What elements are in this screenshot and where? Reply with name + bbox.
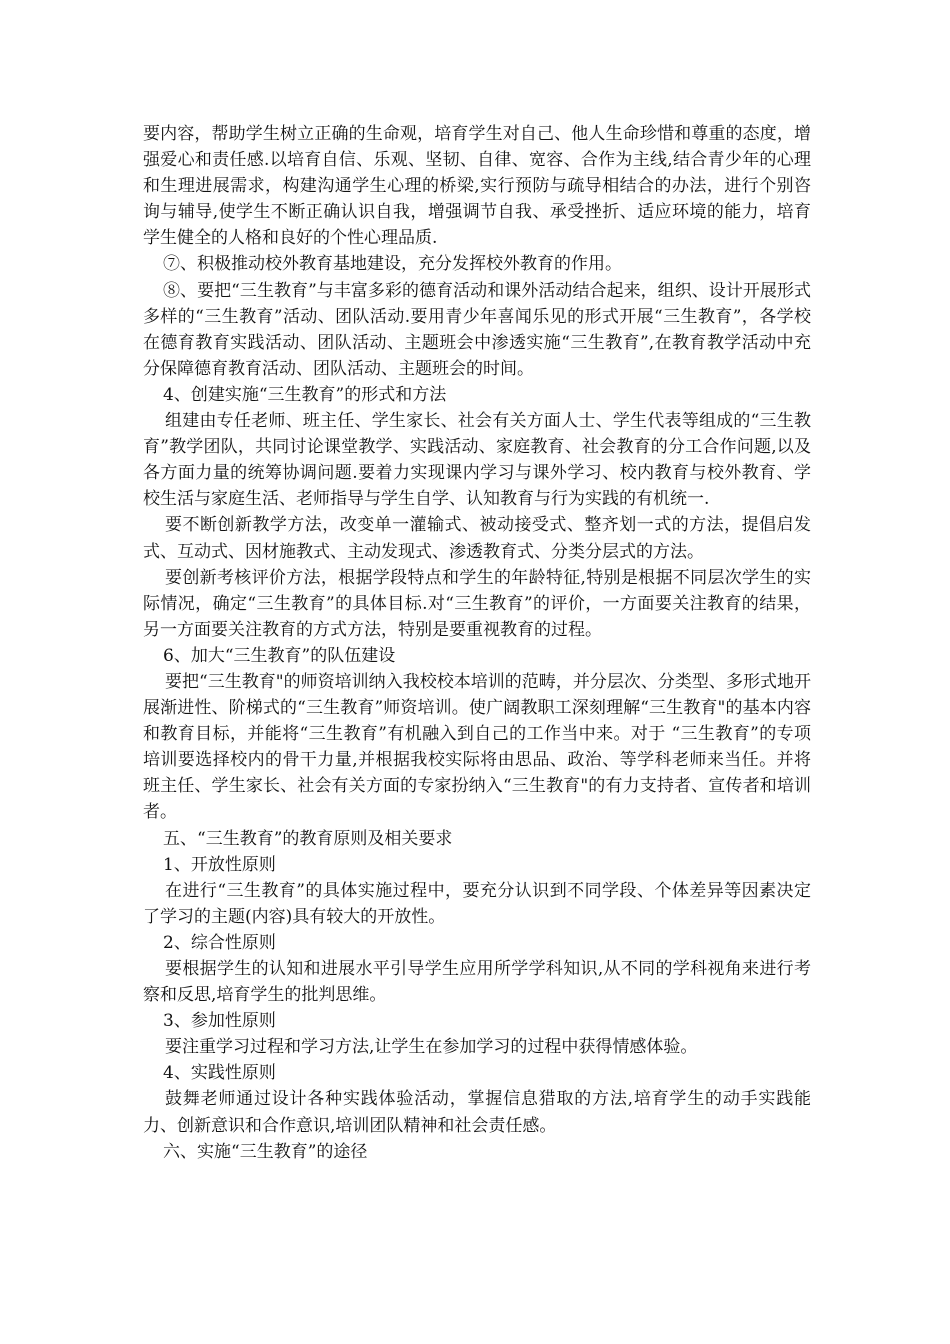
heading-5-principles: 五、“三生教育”的教育原则及相关要求 <box>163 828 453 849</box>
heading-6-team-building: 6、加大“三生教育”的队伍建设 <box>163 645 396 666</box>
heading-principle-participation: 3、参加性原则 <box>163 1011 276 1032</box>
paragraph-life-education-content: 要内容，帮助学生树立正确的生命观，培育学生对自己、他人生命珍惜和尊重的态度，增强爱心和责任感.以培育自信、乐观、坚韧、自律、宽容、合作为主线,结合青少年的心理和生理进展需求，构建沟通学生心理的桥梁,实行预防与疏导相结合的办法，进行个别咨询与辅导,使学生不断正确认识自我，增强调节自我、承受挫折、适应环境的能力，培育学生健全的人格和良好的个性心理品质. <box>143 124 811 249</box>
paragraph-teaching-team: 组建由专任老师、班主任、学生家长、社会有关方面人士、学生代表等组成的“三生教育”教学团队，共同讨论课堂教学、实践活动、家庭教育、社会教育的分工合作问题,以及各方面力量的统筹协调问题.要着力实现课内学习与课外学习、校内教育与校外教育、学校生活与家庭生活、老师指导与学生自学、认知教育与行为实践的有机统一. <box>143 411 811 510</box>
document-body <box>143 121 811 1165</box>
paragraph-teaching-methods: 要不断创新教学方法，改变单一灌输式、被动接受式、整齐划一式的方法，提倡启发式、互动式、因材施教式、主动发现式、渗透教育式、分类分层式的方法。 <box>143 515 811 562</box>
paragraph-principle-practice: 鼓舞老师通过设计各种实践体验活动，掌握信息猎取的方法,培育学生的动手实践能力、创新意识和合作意识,培训团队精神和社会责任感。 <box>143 1089 811 1136</box>
paragraph-evaluation-methods: 要创新考核评价方法，根据学段特点和学生的年龄特征,特别是根据不同层次学生的实际情况，确定“三生教育”的具体目标.对“三生教育”的评价，一方面要关注教育的结果，另一方面要关注教育的方式方法，特别是要重视教育的过程。 <box>143 567 811 640</box>
heading-principle-openness: 1、开放性原则 <box>163 854 276 875</box>
paragraph-teacher-training: 要把“三生教育"的师资培训纳入我校校本培训的范畴，并分层次、分类型、多形式地开展渐进性、阶梯式的“三生教育”师资培训。使广阔教职工深刻理解“三生教育"的基本内容和教育目标，并能将“三生教育”有机融入到自己的工作当中来。对于 “三生教育”的专项培训要选择校内的骨干力量,并根据我校实际将由思品、政治、等学科老师来当任。并将班主任、学生家长、社会有关方面的专家扮纳入“三生教育"的有力支持者、宣传者和培训者。 <box>143 671 811 823</box>
paragraph-principle-participation: 要注重学习过程和学习方法,让学生在参加学习的过程中获得情感体验。 <box>165 1037 698 1058</box>
heading-principle-practice: 4、实践性原则 <box>163 1063 276 1084</box>
heading-4-forms-and-methods: 4、创建实施“三生教育”的形式和方法 <box>163 384 447 405</box>
heading-principle-comprehensive: 2、综合性原则 <box>163 932 276 953</box>
heading-6-implementation-paths: 六、实施“三生教育”的途径 <box>163 1141 368 1162</box>
paragraph-item-8: ⑧、要把“三生教育”与丰富多彩的德育活动和课外活动结合起来，组织、设计开展形式多样的“三生教育”活动、团队活动.要用青少年喜闻乐见的形式开展“三生教育”，各学校在德育教育实践活动、团队活动、主题班会中渗透实施“三生教育”,在教育教学活动中充分保障德育教育活动、团队活动、主题班会的时间。 <box>143 280 811 379</box>
paragraph-item-7: ⑦、积极推动校外教育基地建设，充分发挥校外教育的作用。 <box>163 254 622 275</box>
paragraph-principle-openness: 在进行“三生教育”的具体实施过程中，要充分认识到不同学段、个体差异等因素决定了学习的主题(内容)具有较大的开放性。 <box>143 880 811 927</box>
paragraph-principle-comprehensive: 要根据学生的认知和进展水平引导学生应用所学学科知识,从不同的学科视角来进行考察和反思,培育学生的批判思维。 <box>143 959 811 1006</box>
